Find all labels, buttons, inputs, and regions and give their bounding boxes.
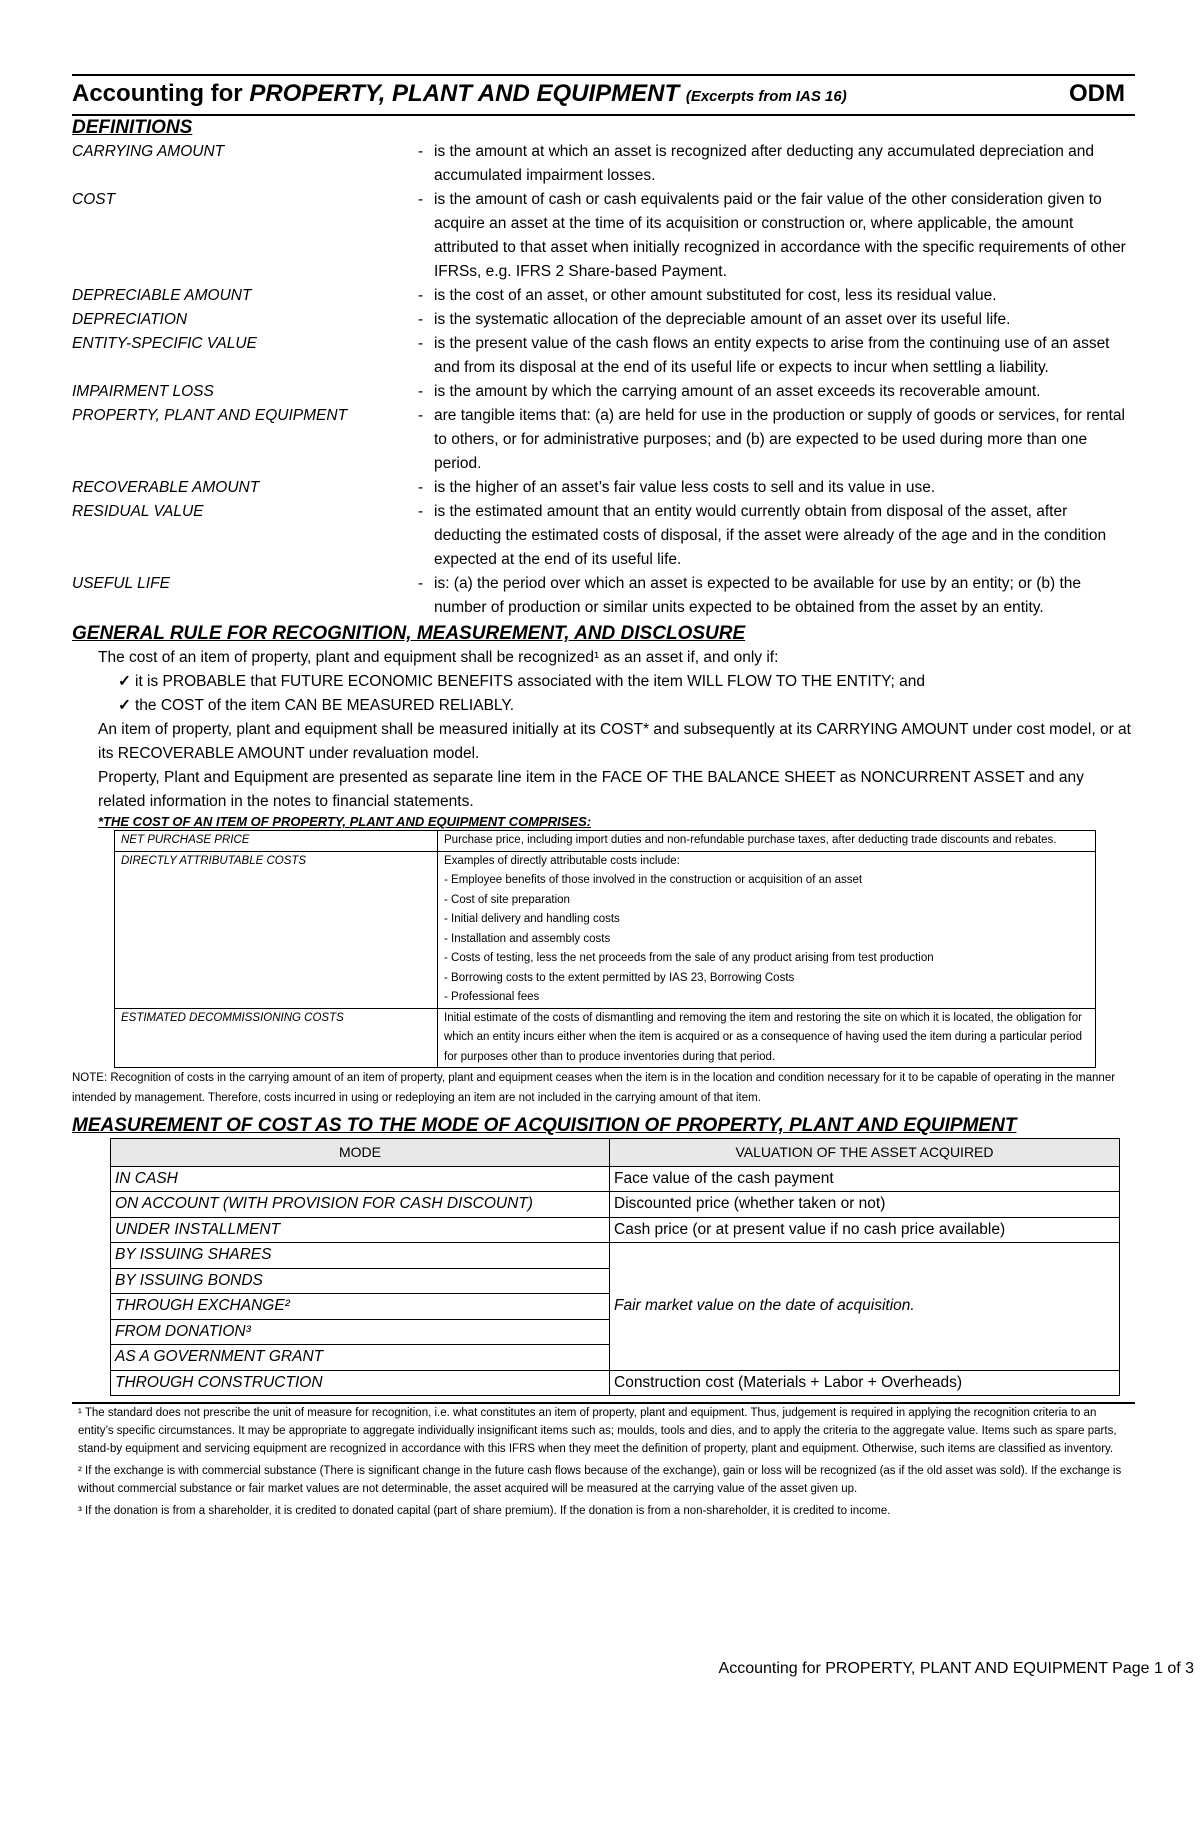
table-header-row [111,1139,1120,1167]
document-header [72,74,1135,116]
mode-cell: BY ISSUING SHARES [111,1243,610,1269]
definition-term: COST [72,191,116,208]
valuation-cell: Construction cost (Materials + Labor + Overheads) [610,1370,1120,1396]
document-title: Accounting for PROPERTY, PLANT AND EQUIPMENT (Excerpts from IAS 16) [72,80,847,107]
criteria-item: ✓ the COST of the item CAN BE MEASURED RELIABLY. [118,697,515,714]
cost-components-table [114,830,1096,1068]
definition-text: is the cost of an asset, or other amount substituted for cost, less its residual value. [434,287,997,304]
page-footer: Accounting for PROPERTY, PLANT AND EQUIPMENT Page 1 of 3 [718,1660,1194,1677]
column-header-mode: MODE [111,1139,610,1167]
description-line: - Installation and assembly costs [444,932,611,945]
check-icon: ✓ [118,697,131,714]
table-row [111,1192,1120,1218]
valuation-cell: Discounted price (whether taken or not) [610,1192,1120,1218]
description-line: Initial estimate of the costs of dismantling and removing the item and restoring the site on which it is located, the obligation for which an entity incurs either when the item is acquired or as a consequence of having used the item during a particular period for purposes other than to produce inventories during that period. [444,1011,1082,1063]
footnote: ¹ The standard does not prescribe the unit of measure for recognition, i.e. what constitutes an item of property, plant and equipment. Thus, judgement is required in applying the recognition criteria to an entity’s specific circumstances. It may be appropriate to aggregate individually insignificant items such as; moulds, tools and dies, and to apply the criteria to the aggregate value. Items such as spare parts, stand-by equipment and servicing equipment are recognized in accordance with this IFRS when they meet the definition of property, plant and equipment. Otherwise, such items are classified as inventory. [78,1407,1117,1455]
mode-cell: UNDER INSTALLMENT [111,1217,610,1243]
description-line: - Borrowing costs to the extent permitted by IAS 23, Borrowing Costs [444,971,795,984]
definition-term: RESIDUAL VALUE [72,503,204,520]
definitions-list [72,140,1135,620]
definition-row [72,572,1135,620]
table-row [111,1217,1120,1243]
definition-term: DEPRECIATION [72,311,188,328]
definition-row [72,380,1135,404]
definition-text: is the estimated amount that an entity would currently obtain from disposal of the asset, after deducting the estimated costs of disposal, if the asset were already of the age and in the condition expected at the end of its useful life. [434,503,1107,568]
mode-cell: AS A GOVERNMENT GRANT [111,1345,610,1371]
definition-row [72,404,1135,476]
dash: - [418,143,424,160]
definition-row [72,476,1135,500]
definition-text: is the systematic allocation of the depreciable amount of an asset over its useful life. [434,311,1011,328]
presentation-paragraph: Property, Plant and Equipment are presented as separate line item in the FACE OF THE BALANCE SHEET as NONCURRENT ASSET and any related information in the notes to financial statements. [98,769,1084,810]
description-line: Examples of directly attributable costs include: [444,854,680,867]
dash: - [418,407,424,424]
definition-text: is the amount by which the carrying amount of an asset exceeds its recoverable amount. [434,383,1041,400]
measurement-paragraph: An item of property, plant and equipment shall be measured initially at its COST* and subsequently at its CARRYING AMOUNT under cost model, or at its RECOVERABLE AMOUNT under revaluation model. [98,721,1131,762]
cost-table-title: *THE COST OF AN ITEM OF PROPERTY, PLANT AND EQUIPMENT COMPRISES: [98,814,592,829]
description-line: - Costs of testing, less the net proceeds from the sale of any product arising from test production [444,952,934,964]
definition-row [72,332,1135,380]
description-line: - Cost of site preparation [444,893,570,906]
valuation-cell: Face value of the cash payment [610,1166,1120,1192]
definition-term: DEPRECIABLE AMOUNT [72,287,252,304]
cost-description [438,851,1096,1008]
footnotes [72,1404,1135,1520]
author-tag: ODM [1069,80,1125,107]
valuation-cell: Cash price (or at present value if no cash price available) [610,1217,1120,1243]
dash: - [418,479,424,496]
table-row [111,1243,1120,1269]
cost-label: DIRECTLY ATTRIBUTABLE COSTS [115,851,438,1008]
definition-row [72,284,1135,308]
dash: - [418,191,424,208]
definition-row [72,500,1135,572]
definition-row [72,140,1135,188]
cost-description [438,1008,1096,1068]
document-page [72,74,1135,1524]
definition-text: are tangible items that: (a) are held for use in the production or supply of goods or services, for rental to others, or for administrative purposes; and (b) are expected to be used during more than one period. [434,407,1125,472]
definitions-heading: DEFINITIONS [72,117,193,138]
recognition-paragraph: The cost of an item of property, plant and equipment shall be recognized¹ as an asset if, and only if: [98,649,779,666]
table-row [115,1008,1096,1068]
table-row [111,1166,1120,1192]
mode-cell: THROUGH EXCHANGE² [111,1294,610,1320]
definition-text: is the present value of the cash flows an entity expects to arise from the continuing use of an asset and from its disposal at the end of its useful life or expects to incur when settling a liability. [434,335,1110,376]
definition-term: USEFUL LIFE [72,575,170,592]
description-line: - Employee benefits of those involved in the construction or acquisition of an asset [444,874,863,886]
acquisition-mode-table [110,1138,1120,1396]
mode-cell: THROUGH CONSTRUCTION [111,1370,610,1396]
measurement-heading: MEASUREMENT OF COST AS TO THE MODE OF ACQUISITION OF PROPERTY, PLANT AND EQUIPMENT [72,1115,1017,1136]
definition-row [72,308,1135,332]
general-rule-body [72,646,1135,814]
dash: - [418,383,424,400]
description-line: Purchase price, including import duties and non-refundable purchase taxes, after deducting trade discounts and rebates. [444,834,1057,846]
definition-text: is: (a) the period over which an asset is expected to be available for use by an entity; or (b) the number of production or similar units expected to be obtained from the asset by an entity. [434,575,1082,616]
footnote: ³ If the donation is from a shareholder, it is credited to donated capital (part of share premium). If the donation is from a non-shareholder, it is credited to income. [78,1505,891,1517]
dash: - [418,503,424,520]
recognition-note: NOTE: Recognition of costs in the carrying amount of an item of property, plant and equipment ceases when the item is in the location and condition necessary for it to be capable of operating in the manner intended by management. Therefore, costs incurred in using or redeploying an item are not included in the carrying amount of that item. [72,1072,1116,1104]
footnote: ² If the exchange is with commercial substance (There is significant change in the future cash flows because of the exchange), gain or loss will be recognized (as if the old asset was sold). If the exchange is without commercial substance or fair market values are not determinable, the asset acquired will be measured at the carrying value of the asset given up. [78,1465,1122,1495]
definition-text: is the amount at which an asset is recognized after deducting any accumulated depreciation and accumulated impairment losses. [434,143,1095,184]
cost-description [438,831,1096,852]
definition-term: PROPERTY, PLANT AND EQUIPMENT [72,407,348,424]
table-row [111,1370,1120,1396]
criteria-item: ✓ it is PROBABLE that FUTURE ECONOMIC BENEFITS associated with the item WILL FLOW TO THE ENTITY; and [118,673,925,690]
table-row [115,831,1096,852]
table-row [115,851,1096,1008]
definition-text: is the higher of an asset’s fair value less costs to sell and its value in use. [434,479,936,496]
mode-cell: IN CASH [111,1166,610,1192]
mode-cell: BY ISSUING BONDS [111,1268,610,1294]
valuation-cell: Fair market value on the date of acquisition. [610,1243,1120,1371]
definition-term: IMPAIRMENT LOSS [72,383,214,400]
definition-term: CARRYING AMOUNT [72,143,225,160]
dash: - [418,287,424,304]
mode-cell: FROM DONATION³ [111,1319,610,1345]
check-icon: ✓ [118,673,131,690]
definition-row [72,188,1135,284]
dash: - [418,575,424,592]
definition-text: is the amount of cash or cash equivalents paid or the fair value of the other consideration given to acquire an asset at the time of its acquisition or construction or, where applicable, the amount attributed to that asset when initially recognized in accordance with the specific requirements of other IFRSs, e.g. IFRS 2 Share-based Payment. [434,191,1126,280]
description-line: - Initial delivery and handling costs [444,913,620,925]
dash: - [418,311,424,328]
column-header-valuation: VALUATION OF THE ASSET ACQUIRED [610,1139,1120,1167]
cost-label: ESTIMATED DECOMMISSIONING COSTS [115,1008,438,1068]
general-rule-heading: GENERAL RULE FOR RECOGNITION, MEASUREMENT, AND DISCLOSURE [72,623,746,644]
mode-cell: ON ACCOUNT (WITH PROVISION FOR CASH DISCOUNT) [111,1192,610,1218]
cost-label: NET PURCHASE PRICE [115,831,438,852]
definition-term: ENTITY-SPECIFIC VALUE [72,335,257,352]
dash: - [418,335,424,352]
description-line: - Professional fees [444,991,540,1003]
definition-term: RECOVERABLE AMOUNT [72,479,260,496]
